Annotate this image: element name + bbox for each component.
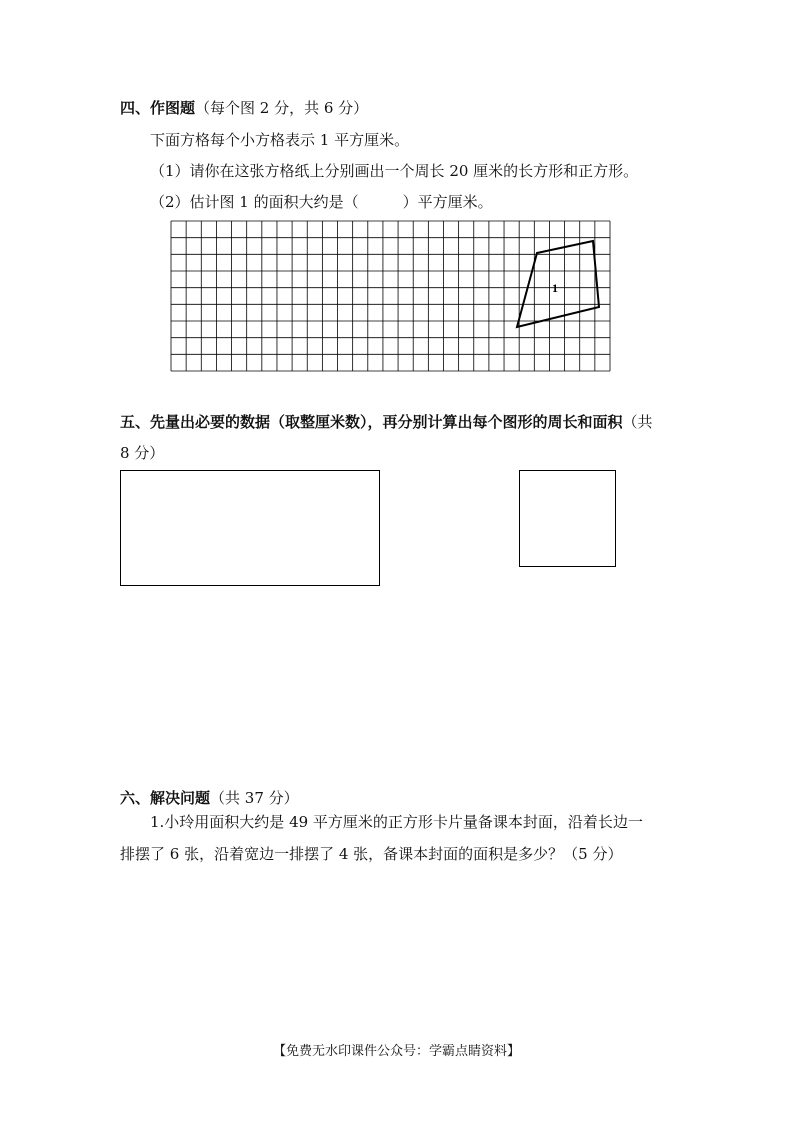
section6-question-1-line1: 1.小玲用面积大约是 49 平方厘米的正方形卡片量备课本封面，沿着长边一 <box>150 813 643 831</box>
section6-title <box>120 787 299 808</box>
section5-points-b: 8 分） <box>120 444 165 462</box>
section5-title-line1 <box>120 411 653 432</box>
section6-heading: 六、解决问题 <box>120 789 211 807</box>
section4-intro: 下面方格每个小方格表示 1 平方厘米。 <box>150 131 410 149</box>
section4-points: （每个图 2 分，共 6 分） <box>195 99 369 117</box>
footer-note: 【免费无水印课件公众号：学霸点睛资料】 <box>272 1044 520 1059</box>
section4-question-2-suffix: ）平方厘米。 <box>402 193 493 211</box>
figure-1-quadrilateral <box>517 241 599 327</box>
section4-title <box>120 97 368 118</box>
section4-question-2 <box>150 191 493 212</box>
section4-question-2-prefix: （2）估计图 1 的面积大约是（ <box>150 193 359 211</box>
section4-heading: 四、作图题 <box>120 99 196 117</box>
rectangle-figure <box>120 470 380 586</box>
section6-points: （共 37 分） <box>210 789 299 807</box>
section4-question-1: （1）请你在这张方格纸上分别画出一个周长 20 厘米的长方形和正方形。 <box>150 162 639 180</box>
section6-question-1-line2: 排摆了 6 张，沿着宽边一排摆了 4 张，备课本封面的面积是多少？（5 分） <box>120 845 623 863</box>
section5-heading: 五、先量出必要的数据（取整厘米数），再分别计算出每个图形的周长和面积 <box>120 413 623 431</box>
section5-points-a: （共 <box>622 413 653 431</box>
square-grid <box>171 221 610 371</box>
square-figure <box>519 470 616 567</box>
figure-1-label: 1 <box>552 281 558 295</box>
